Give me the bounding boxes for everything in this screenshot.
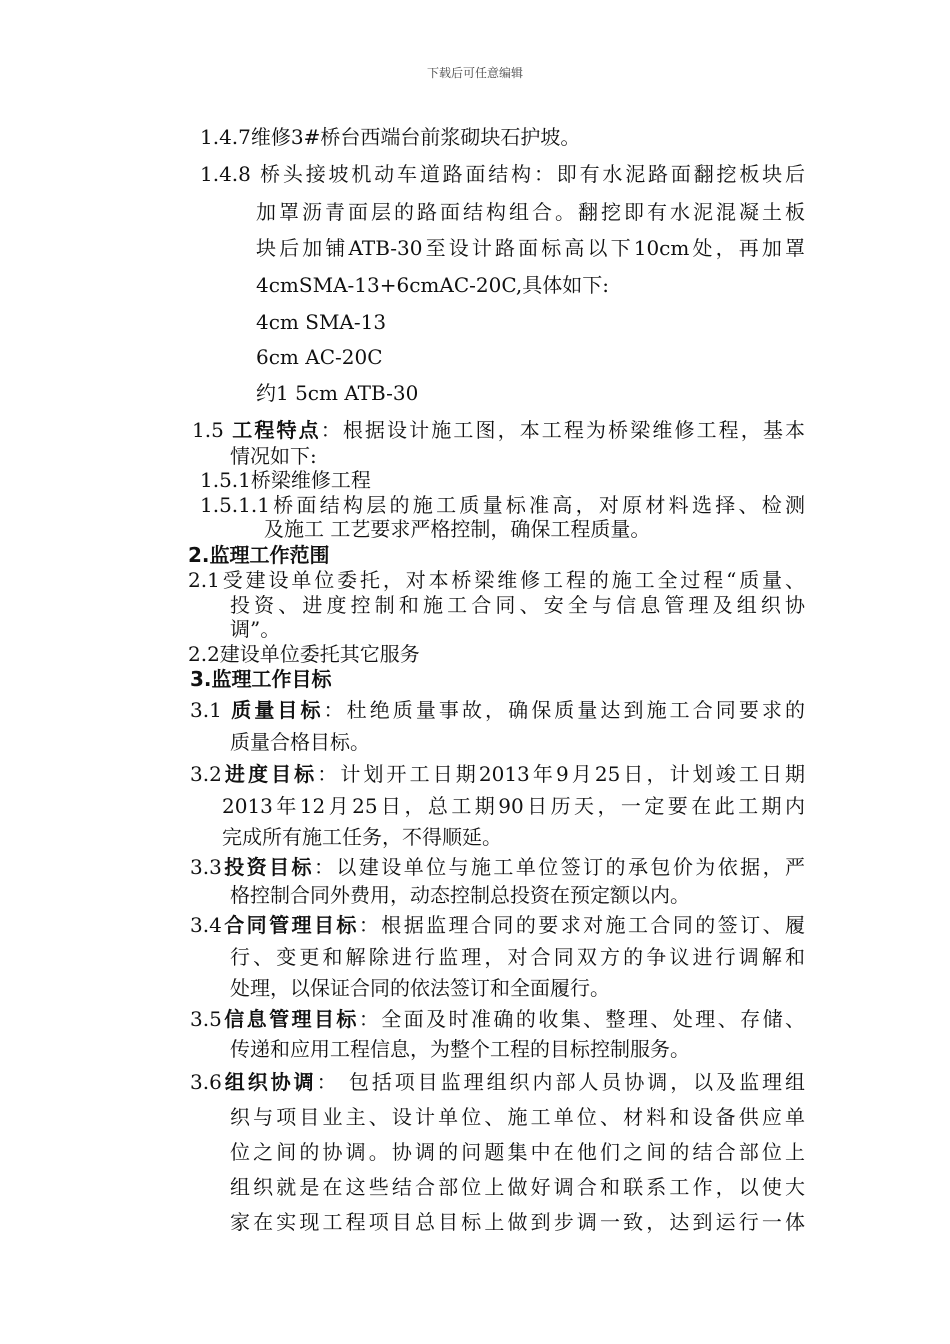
text-segment: 传递和应用工程信息，为整个工程的目标控制服务。 xyxy=(230,1037,690,1061)
text-segment: 1.4.8 桥头接坡机动车道路面结构：即有水泥路面翻挖板块后 xyxy=(200,162,805,186)
text-line-31 xyxy=(230,1037,690,1061)
text-segment: 质量合格目标。 xyxy=(230,730,370,754)
text-segment: 3.2 xyxy=(190,762,222,786)
text-line-1 xyxy=(200,125,580,149)
text-line-17 xyxy=(230,617,280,641)
text-segment: 情况如下: xyxy=(230,444,317,468)
text-line-18 xyxy=(188,642,420,666)
text-segment: 1.5.1.1桥面结构层的施工质量标准高，对原材料选择、检测 xyxy=(200,493,805,517)
text-segment: 2013年12月25日，总工期90日历天，一定要在此工期内 xyxy=(222,794,805,818)
text-line-20 xyxy=(190,698,805,722)
bold-term: 质量目标 xyxy=(231,698,324,722)
text-segment: 2.2建设单位委托其它服务 xyxy=(188,642,420,666)
text-segment: 1.5.1桥梁维修工程 xyxy=(200,468,371,492)
text-segment: ：杜绝质量事故，确保质量达到施工合同要求的 xyxy=(323,698,806,722)
text-segment: 块后加铺ATB-30至设计路面标高以下10cm处，再加罩 xyxy=(256,236,805,260)
bold-term: 2.监理工作范围 xyxy=(188,543,330,567)
text-segment: 完成所有施工任务，不得顺延。 xyxy=(222,825,502,849)
text-line-16 xyxy=(230,593,805,617)
text-line-28 xyxy=(230,945,805,969)
bold-term: 3.监理工作目标 xyxy=(190,667,332,691)
text-line-10 xyxy=(230,444,317,468)
text-line-15 xyxy=(188,568,805,592)
text-line-14 xyxy=(188,543,330,567)
text-segment: ：计划开工日期2013年9月25日，计划竣工日期 xyxy=(317,762,806,786)
text-segment: 4cmSMA-13+6cmAC-20C,具体如下: xyxy=(256,273,610,297)
text-segment: 织与项目业主、设计单位、施工单位、材料和设备供应单 xyxy=(230,1105,805,1129)
text-segment: 及施工 工艺要求严格控制，确保工程质量。 xyxy=(264,517,651,541)
bold-term: 组织协调 xyxy=(221,1070,317,1094)
text-segment: 处理，以保证合同的依法签订和全面履行。 xyxy=(230,976,610,1000)
text-line-24 xyxy=(222,825,502,849)
text-segment: 加罩沥青面层的路面结构组合。翻挖即有水泥混凝土板 xyxy=(256,200,805,224)
text-segment: 投资、进度控制和施工合同、安全与信息管理及组织协 xyxy=(230,593,805,617)
text-segment: 3.5 xyxy=(190,1007,222,1031)
text-segment: ：以建设单位与施工单位签订的承包价为依据，严 xyxy=(313,855,806,879)
text-segment: 1.5 xyxy=(192,418,233,442)
text-line-23 xyxy=(222,794,805,818)
bold-term: 进度目标 xyxy=(221,762,318,786)
text-line-26 xyxy=(230,883,690,907)
text-segment: 行、变更和解除进行监理，对合同双方的争议进行调解和 xyxy=(230,945,805,969)
text-line-19 xyxy=(190,667,332,691)
text-line-32 xyxy=(190,1070,805,1094)
text-line-30 xyxy=(190,1007,805,1031)
text-line-12 xyxy=(200,493,805,517)
bold-term: 投资目标 xyxy=(221,855,314,879)
text-segment: 位之间的协调。协调的问题集中在他们之间的结合部位上 xyxy=(230,1140,805,1164)
text-line-22 xyxy=(190,762,805,786)
text-segment: 3.6 xyxy=(190,1070,222,1094)
bold-term: 合同管理目标 xyxy=(221,913,359,937)
text-line-7 xyxy=(256,345,383,369)
text-segment: 6cm AC-20C xyxy=(256,345,383,369)
text-segment: 1.4.7维修3#桥台西端台前浆砌块石护坡。 xyxy=(200,125,581,149)
text-line-6 xyxy=(256,310,386,334)
text-line-25 xyxy=(190,855,805,879)
bold-term: 信息管理目标 xyxy=(221,1007,359,1031)
text-segment: 组织就是在这些结合部位上做好调合和联系工作，以使大 xyxy=(230,1175,805,1199)
text-line-21 xyxy=(230,730,370,754)
text-line-11 xyxy=(200,468,371,492)
page-header: 下载后可任意编辑 xyxy=(426,66,523,80)
bold-term: 工程特点 xyxy=(232,418,321,442)
text-segment: ：根据设计施工图，本工程为桥梁维修工程，基本 xyxy=(320,418,806,442)
text-line-8 xyxy=(256,381,418,405)
text-line-4 xyxy=(256,236,805,260)
text-line-9 xyxy=(192,418,805,442)
text-segment: ：全面及时准确的收集、整理、处理、存储、 xyxy=(358,1007,806,1031)
text-line-34 xyxy=(230,1140,805,1164)
text-segment: 约1 5cm ATB-30 xyxy=(256,381,419,405)
text-segment: 3.4 xyxy=(190,913,222,937)
text-segment: 家在实现工程项目总目标上做到步调一致，达到运行一体 xyxy=(230,1210,805,1234)
text-line-3 xyxy=(256,200,805,224)
text-segment: ：根据监理合同的要求对施工合同的签订、履 xyxy=(358,913,806,937)
text-line-36 xyxy=(230,1210,805,1234)
text-segment: 调”。 xyxy=(230,617,281,641)
text-line-5 xyxy=(256,273,609,297)
text-line-27 xyxy=(190,913,805,937)
text-line-2 xyxy=(200,162,805,186)
text-line-29 xyxy=(230,976,610,1000)
text-segment: 3.1 xyxy=(190,698,232,722)
text-segment: 2.1受建设单位委托，对本桥梁维修工程的施工全过程“质量、 xyxy=(188,568,805,592)
text-segment: 4cm SMA-13 xyxy=(256,310,387,334)
text-segment: 格控制合同外费用，动态控制总投资在预定额以内。 xyxy=(230,883,690,907)
text-line-33 xyxy=(230,1105,805,1129)
text-segment: 3.3 xyxy=(190,855,222,879)
text-line-13 xyxy=(264,517,650,541)
text-segment: ： 包括项目监理组织内部人员协调，以及监理组 xyxy=(316,1070,806,1094)
text-line-35 xyxy=(230,1175,805,1199)
